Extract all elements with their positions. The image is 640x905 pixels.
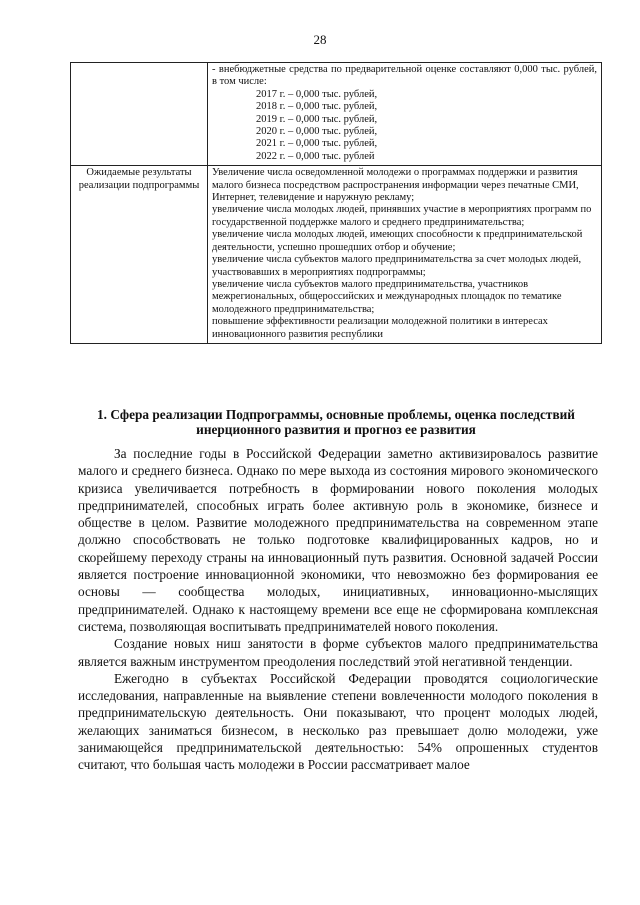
body-paragraph: Ежегодно в субъектах Российской Федерации проводятся социологические исследования, направленные на выявление степени вовлеченности молодого поколения в предпринимательскую деятельность. Они показывают, что процент молодых людей, желающих заниматься бизнесом, в несколько раз превышает долю молодежи, уже занимающейся предпринимательской деятельностью: 54% опрошенных студентов считают, что большая часть молодежи в России рассматривает малое (78, 670, 598, 773)
budget-year-line: 2020 г. – 0,000 тыс. рублей, (256, 126, 378, 138)
results-item: увеличение числа молодых людей, принявших участие в мероприятиях программ по государственной поддержке малого и среднего предпринимательства; (212, 204, 592, 228)
budget-year-line: 2017 г. – 0,000 тыс. рублей, (256, 88, 378, 100)
section-heading: 1. Сфера реализации Подпрограммы, основные проблемы, оценка последствий инерционного развития и прогноз ее развития (97, 407, 575, 437)
budget-value-cell (208, 63, 602, 166)
passport-table (70, 62, 602, 344)
results-item: Увеличение числа осведомленной молодежи о программах поддержки и развития малого бизнеса посредством распространения информации через печатные СМИ, Интернет, телевидение и наружную рекламу; (212, 167, 579, 204)
results-row (71, 166, 602, 344)
budget-label-cell (71, 63, 208, 166)
budget-year-line: 2021 г. – 0,000 тыс. рублей, (256, 138, 378, 150)
results-label-cell: Ожидаемые результаты реализации подпрограммы (71, 166, 208, 344)
results-item: увеличение числа субъектов малого предпринимательства за счет молодых людей, участвовавших в мероприятиях подпрограммы; (212, 254, 582, 278)
budget-year-line: 2019 г. – 0,000 тыс. рублей, (256, 113, 378, 125)
budget-year-line: 2018 г. – 0,000 тыс. рублей, (256, 101, 378, 113)
body-paragraph: Создание новых ниш занятости в форме субъектов малого предпринимательства является важным инструментом преодоления последствий этой негативной тенденции. (78, 636, 598, 669)
results-value-cell (208, 166, 602, 344)
results-item: повышение эффективности реализации молодежной политики в интересах инновационного развития республики (212, 316, 548, 340)
section-body (78, 445, 598, 774)
budget-intro: - внебюджетные средства по предварительной оценке составляют 0,000 тыс. рублей, в том числе: (212, 64, 597, 88)
page-number: 28 (313, 32, 327, 47)
results-item: увеличение числа субъектов малого предпринимательства, участников межрегиональных, общероссийских и международных площадок по тематике молодежного предпринимательства; (212, 278, 562, 315)
budget-year-line: 2022 г. – 0,000 тыс. рублей (256, 150, 375, 162)
body-paragraph: За последние годы в Российской Федерации заметно активизировалось развитие малого и среднего бизнеса. Однако по мере выхода из состояния мирового экономического кризиса увеличивается потребность в формировании нового поколения молодых предпринимателей, способных играть более активную роль в экономике, бизнесе и обществе в целом. Развитие молодежного предпринимательства на современном этапе должно способствовать не только подготовке квалифицированных кадров, но и скорейшему переходу страны на инновационный путь развития. Основной задачей России является построение инновационной экономики, что невозможно без формирования ее основы — сообщества молодых, инициативных, инновационно-мыслящих предпринимателей. Однако к настоящему времени все еще не сформирована комплексная система, позволяющая воспитывать предпринимателей нового поколения. (78, 446, 598, 634)
results-item: увеличение числа молодых людей, имеющих способности к предпринимательской деятельности, успешно прошедших отбор и обучение; (212, 229, 583, 253)
budget-row (71, 63, 602, 166)
